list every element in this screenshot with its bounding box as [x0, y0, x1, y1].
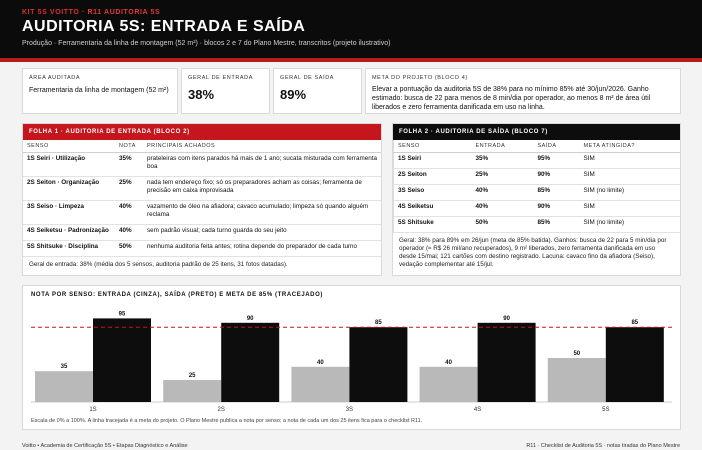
kpi-goal-label: META DO PROJETO (BLOCO 4): [372, 75, 468, 81]
col-entrada: ENTRADA: [472, 140, 534, 153]
exit-sense: 4S Seiketsu: [394, 201, 472, 217]
exit-sense: 5S Shitsuke: [394, 217, 472, 233]
kpi-area-label: ÁREA AUDITADA: [29, 75, 81, 81]
footer-right: R11 · Checklist de Auditoria 5S · notas tiradas do Plano Mestre: [526, 443, 680, 449]
chart-bar-entrada: [163, 380, 221, 402]
entry-sense: 3S Seiso · Limpeza: [23, 201, 115, 225]
kicker-left: KIT 5S VOITTO: [22, 9, 80, 16]
chart-data-label: 50: [573, 351, 581, 357]
chart-title: NOTA POR SENSO: ENTRADA (CINZA), SAÍDA (PRETO) E META DE 85% (TRACEJADO): [31, 292, 323, 298]
table-row: [394, 185, 681, 201]
chart-data-label: 90: [246, 315, 254, 322]
entry-sense: 4S Seiketsu · Padronização: [23, 225, 115, 241]
exit-sense: 1S Seiri: [394, 153, 472, 169]
exit-exit: 85%: [534, 185, 580, 201]
entry-sense: 5S Shitsuke · Disciplina: [23, 241, 115, 257]
exit-note: Geral: 38% para 89% em 26/jun (meta de 85% batida). Ganhos: busca de 22 para 5 min/dia por operador (≈ R$ 26 mil/ano recuperados), 9 m² liberados, zero ferramenta danificada em uso desde 15/mai; 121 cartões com destino registrado. Lacuna: cavaco fino da afiadora (Seiso), vedação complementar até 15/jul.: [399, 237, 667, 268]
exit-met: SIM (no limite): [580, 217, 681, 233]
exit-sense: 2S Seiton: [394, 169, 472, 185]
kpi-area-value: Ferramentaria da linha de montagem (52 m²): [29, 87, 169, 94]
accent-stripe: [0, 58, 702, 62]
kpi-exit-label: GERAL DE SAÍDA: [280, 75, 335, 81]
entry-finding: sem padrão visual; cada turno guarda do seu jeito: [143, 225, 381, 241]
page-subtitle: Produção · Ferramentaria da linha de montagem (52 m²) · blocos 2 e 7 do Plano Mestre, transcritos (projeto ilustrativo): [22, 40, 391, 47]
kicker-separator: ·: [82, 9, 85, 16]
table-row: [394, 201, 681, 217]
col-meta: META ATINGIDA?: [580, 140, 681, 153]
chart-data-label: 85: [631, 320, 639, 327]
kpi-entry-value: 38%: [188, 87, 215, 102]
chart-footnote: Escala de 0% a 100%. A linha tracejada é a meta do projeto. O Plano Mestre publica a nota por senso; a nota de cada um dos 25 itens fica para o checklist R11.: [31, 418, 423, 424]
kpi-entry-card: [181, 68, 270, 114]
entry-sheet-title: FOLHA 1 · AUDITORIA DE ENTRADA (BLOCO 2): [23, 124, 381, 140]
entry-score: 35%: [115, 153, 143, 177]
exit-exit: 90%: [534, 169, 580, 185]
header-kicker: [22, 9, 160, 16]
chart-data-label: 90: [503, 315, 510, 322]
entry-table: [23, 140, 381, 257]
exit-entry: 35%: [472, 153, 534, 169]
table-row: [23, 153, 381, 177]
chart-bar-entrada: [35, 371, 93, 402]
exit-entry: 50%: [472, 217, 534, 233]
col-achados: PRINCIPAIS ACHADOS: [143, 140, 381, 153]
table-row: [394, 169, 681, 185]
col-senso: SENSO: [23, 140, 115, 153]
table-row: [23, 177, 381, 201]
entry-sense: 2S Seiton · Organização: [23, 177, 115, 201]
exit-sheet-title: FOLHA 2 · AUDITORIA DE SAÍDA (BLOCO 7): [393, 124, 680, 140]
chart-panel: [22, 285, 681, 430]
chart-category-label: 3S: [345, 407, 354, 413]
page-header: [0, 0, 702, 58]
exit-met: SIM: [580, 169, 681, 185]
kpi-exit-value: 89%: [280, 87, 307, 102]
chart-bar-saída: [349, 327, 407, 402]
table-row: [23, 225, 381, 241]
exit-exit: 95%: [534, 153, 580, 169]
entry-finding: prateleiras com itens parados há mais de 1 ano; sucata misturada com ferramenta boa: [143, 153, 381, 177]
table-row: [23, 241, 381, 257]
kpi-entry-label: GERAL DE ENTRADA: [188, 75, 254, 81]
kicker-right: R11 AUDITORIA 5S: [87, 9, 161, 16]
entry-finding: nada tem endereço fixo; só os preparadores acham as coisas; ferramenta de precisão em caixa improvisada: [143, 177, 381, 201]
exit-entry: 25%: [472, 169, 534, 185]
chart-data-label: 40: [445, 359, 452, 366]
entry-table-header: [23, 140, 381, 153]
page-title: AUDITORIA 5S: ENTRADA E SAÍDA: [22, 18, 306, 35]
entry-sense: 1S Seiri · Utilização: [23, 153, 115, 177]
entry-note: Geral de entrada: 38% (média dos 5 sensos, auditoria padrão de 25 itens, 31 fotos datadas).: [29, 261, 288, 268]
exit-met: SIM: [580, 153, 681, 169]
footer-left: Voitto • Academia de Certificação 5S • Etapas Diagnóstico e Análise: [22, 443, 188, 449]
chart-category-label: 5S: [602, 407, 610, 413]
table-row: [394, 153, 681, 169]
chart-bar-entrada: [548, 358, 606, 402]
chart-data-label: 95: [118, 311, 126, 318]
chart-category-label: 2S: [217, 407, 225, 413]
entry-score: 40%: [115, 201, 143, 225]
col-senso: SENSO: [394, 140, 472, 153]
exit-table-header: [394, 140, 681, 153]
entry-finding: nenhuma auditoria feita antes; rotina depende do preparador de cada turno: [143, 241, 381, 257]
chart-data-label: 35: [60, 364, 68, 371]
chart-bar-saída: [221, 323, 279, 402]
entry-sheet-panel: [22, 123, 382, 276]
exit-exit: 85%: [534, 217, 580, 233]
entry-finding: vazamento de óleo na afiadora; cavaco acumulado; limpeza só quando alguém reclama: [143, 201, 381, 225]
entry-score: 50%: [115, 241, 143, 257]
kpi-goal-value: Elevar a pontuação da auditoria 5S de 38% para no mínimo 85% até 30/jun/2026. Ganho estimado: busca de 22 para menos de 8 min/dia por operador, ao menos 8 m² de área útil liberados e zero ferramenta danificada em uso na linha.: [372, 86, 651, 111]
exit-entry: 40%: [472, 185, 534, 201]
kpi-goal-card: [365, 68, 681, 114]
exit-entry: 40%: [472, 201, 534, 217]
col-nota: NOTA: [115, 140, 143, 153]
kpi-area-card: [22, 68, 178, 114]
exit-sheet-panel: [392, 123, 681, 276]
entry-score: 25%: [115, 177, 143, 201]
entry-score: 40%: [115, 225, 143, 241]
exit-met: SIM (no limite): [580, 185, 681, 201]
chart-bar-saída: [606, 327, 664, 402]
table-row: [23, 201, 381, 225]
chart-bar-entrada: [420, 367, 478, 402]
exit-sense: 3S Seiso: [394, 185, 472, 201]
exit-exit: 90%: [534, 201, 580, 217]
chart-category-label: 4S: [473, 407, 482, 413]
chart-data-label: 40: [317, 359, 324, 366]
kpi-exit-card: [273, 68, 362, 114]
chart-bar-saída: [93, 318, 151, 402]
chart-category-label: 1S: [89, 407, 97, 413]
exit-table: [393, 140, 680, 233]
col-saida: SAÍDA: [534, 140, 580, 153]
exit-met: SIM: [580, 201, 681, 217]
chart-bar-saída: [478, 323, 536, 402]
chart-data-label: 25: [188, 373, 196, 379]
chart-data-label: 85: [375, 320, 382, 327]
bar-chart: [23, 286, 680, 416]
table-row: [394, 217, 681, 233]
chart-bar-entrada: [291, 367, 349, 402]
